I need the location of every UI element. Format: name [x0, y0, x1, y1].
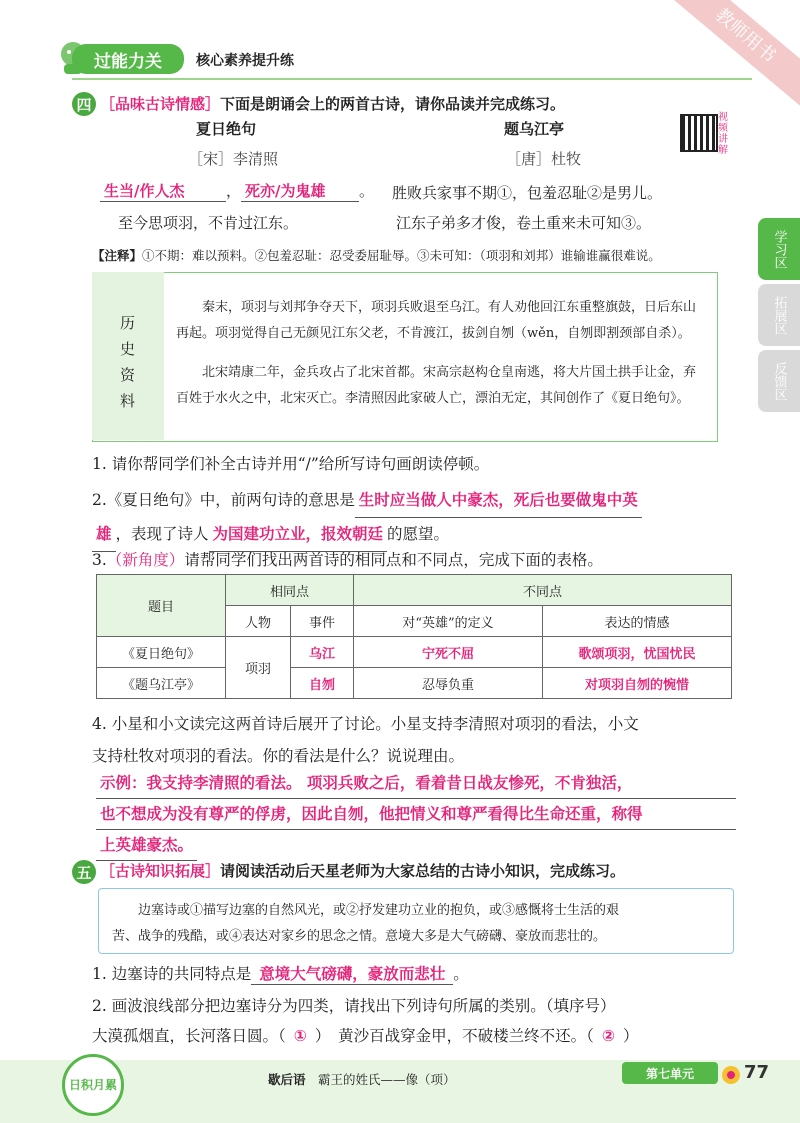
table-row1-title: 《夏日绝句》 — [97, 637, 226, 668]
table-header-emotion: 表达的情感 — [543, 606, 732, 637]
q2-answer-1[interactable]: 生时应当做人中豪杰，死后也要做鬼中英 — [355, 484, 642, 518]
s5-q2-answer-b[interactable]: ② — [601, 1027, 616, 1045]
q4-answer[interactable]: 示例：我支持李清照的看法。 项羽兵败之后，看着昔日战友惨死，不肯独活， 也不想成为没有尊严的俘虏，因此自刎，他把情义和尊严看得比生命还重，称得 上英雄豪杰。 — [96, 768, 736, 861]
section-badge-5: 五 — [72, 860, 96, 884]
poem2-line2: 江东子弟多才俊，卷土重来未可知③。 — [396, 214, 652, 232]
section5-tag: ［古诗知识拓展］ — [100, 862, 221, 880]
question-4: 4. 小星和小文读完这两首诗后展开了讨论。小星支持李清照对项羽的看法，小文 支持杜牧对项羽的看法。你的看法是什么？说说理由。 — [92, 715, 639, 765]
q2-answer-1b[interactable]: 雄 — [92, 518, 116, 552]
flower-icon — [720, 1064, 742, 1090]
poem1-blank2[interactable]: 死亦/为鬼雄 — [241, 180, 359, 202]
section5-question-1: 1. 边塞诗的共同特点是 意境大气磅礴，豪放而悲壮 。 — [92, 962, 469, 985]
page-number: 77 — [744, 1062, 770, 1083]
header-subtitle: 核心素养提升练 — [196, 53, 294, 69]
table-header-same: 相同点 — [226, 575, 354, 606]
table-header-definition: 对“英雄”的定义 — [354, 606, 543, 637]
poem2-title: 题乌江亭 — [504, 120, 565, 138]
section-tag: ［品味古诗情感］ — [100, 95, 221, 113]
table-header-topic: 题目 — [97, 575, 226, 637]
table-header-event: 事件 — [291, 606, 354, 637]
table-header-person: 人物 — [226, 606, 291, 637]
note-text: ①不期：难以预料。②包羞忍耻：忍受委屈耻辱。③未可知：（项羽和刘邦）谁输谁赢很难说。 — [142, 248, 661, 263]
table-row2-event[interactable]: 自刎 — [291, 668, 354, 699]
header-tab: 过能力关 — [72, 44, 184, 74]
question-3: 3.（新角度）请帮同学们找出两首诗的相同点和不同点，完成下面的表格。 — [92, 551, 603, 569]
qr-code-icon[interactable] — [680, 114, 718, 152]
teacher-edition-ribbon: 教师用书 — [661, 0, 800, 111]
comparison-table — [96, 574, 732, 699]
footer-proverb: 歇后语 霸王的姓氏——像（项） — [268, 1072, 456, 1087]
table-row1-event[interactable]: 乌江 — [291, 637, 354, 668]
header-divider — [72, 78, 752, 80]
section5-question-2: 2. 画波浪线部分把边塞诗分为四类，请找出下列诗句所属的类别。（填序号） — [92, 997, 616, 1015]
table-header-diff: 不同点 — [354, 575, 732, 606]
history-paragraph-1: 秦末，项羽与刘邦争夺天下，项羽兵败退至乌江。有人劝他回江东重整旗鼓，日后东山再起。项羽觉得自己无颜见江东父老，不肯渡江，拔剑自刎（wěn，自刎即割颈部自杀）。 — [176, 300, 697, 341]
section-badge-4: 四 — [72, 92, 96, 116]
side-tab-study[interactable]: 学习区 — [758, 218, 800, 280]
poem1-author: ［宋］李清照 — [188, 150, 279, 168]
table-row2-definition: 忍辱负重 — [354, 668, 543, 699]
s5-q2-answer-a[interactable]: ① — [293, 1027, 307, 1045]
poem1-title: 夏日绝句 — [196, 120, 257, 138]
poem1-comma: ， — [226, 182, 242, 200]
poem1-line2: 至今思项羽，不肯过江东。 — [118, 214, 299, 232]
history-paragraph-2: 北宋靖康二年，金兵攻占了北宋首都。宋高宗赵构仓皇南逃，将大片国土拱手让金，弃百姓于水火之中，北宋灭亡。李清照因此家破人亡，漂泊无定，其间创作了《夏日绝句》。 — [176, 365, 697, 406]
table-row1-definition[interactable]: 宁死不屈 — [354, 637, 543, 668]
knowledge-text: 边塞诗或①描写边塞的自然风光，或②抒发建功立业的抱负，或③感慨将士生活的艰 苦、战争的残酷，或④表达对家乡的思念之情。意境大多是大气磅礴、豪放而悲壮的。 — [112, 903, 620, 944]
table-person: 项羽 — [226, 637, 291, 699]
s5-q1-answer[interactable]: 意境大气磅礴，豪放而悲壮 — [251, 962, 453, 985]
section-instruction: 下面是朗诵会上的两首古诗，请你品读并完成练习。 — [220, 95, 566, 113]
table-row2-title: 《题乌江亭》 — [97, 668, 226, 699]
poem2-line1: 胜败兵家事不期①，包羞忍耻②是男儿。 — [392, 184, 663, 202]
poem1-blank1[interactable]: 生当/作人杰 — [100, 180, 226, 202]
side-tab-extend[interactable]: 拓展区 — [758, 284, 800, 346]
section5-question-2-items: 大漠孤烟直，长河落日圆。（ ① ） 黄沙百战穿金甲，不破楼兰终不还。（ ② ） — [92, 1027, 639, 1045]
question-1: 1. 请你帮同学们补全古诗并用“/”给所写诗句画朗读停顿。 — [92, 455, 490, 473]
table-row2-emotion[interactable]: 对项羽自刎的惋惜 — [543, 668, 732, 699]
poem1-period: 。 — [359, 182, 375, 200]
footer-badge: 日积月累 — [62, 1054, 124, 1116]
history-label: 历 史 资 料 — [120, 314, 136, 410]
table-row1-emotion[interactable]: 歌颂项羽，忧国忧民 — [543, 637, 732, 668]
q2-answer-2[interactable]: 为国建功立业，报效朝廷 — [209, 518, 388, 552]
poem2-author: ［唐］杜牧 — [506, 150, 582, 168]
qr-label: 视频讲解 — [718, 112, 728, 156]
question-2: 2.《夏日绝句》中，前两句诗的意思是 生时应当做人中豪杰，死后也要做鬼中英 雄 ，表现了诗人 为国建功立业，报效朝廷 的愿望。 — [92, 484, 742, 552]
footer-unit: 第七单元 — [622, 1062, 718, 1084]
note-label: 【注释】 — [92, 248, 143, 263]
section5-instruction: 请阅读活动后天星老师为大家总结的古诗小知识，完成练习。 — [220, 862, 626, 880]
side-tab-feedback[interactable]: 反馈区 — [758, 350, 800, 412]
